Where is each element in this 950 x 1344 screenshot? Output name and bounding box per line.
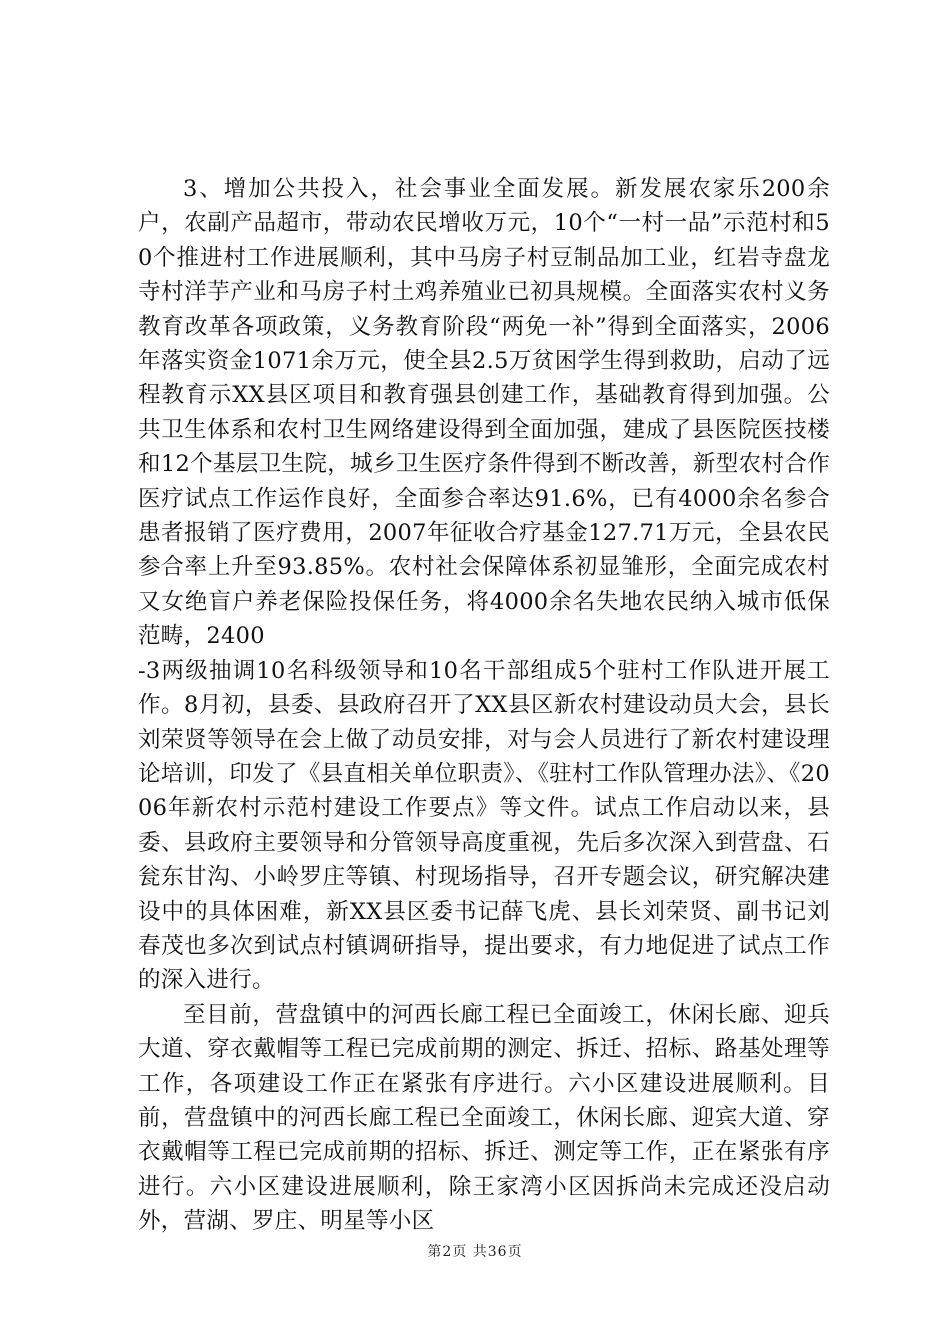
paragraph-work-team: -3两级抽调10名科级领导和10名干部组成5个驻村工作队进开展工作。8月初，县委、县政府召开了XX县区新农村建设动员大会，县长刘荣贤等领导在会上做了动员安排，对与会人员进行了新农村建设理论培训，印发了《县直相关单位职责》、《驻村工作队管理办法》、《2006年新农村示范村建设工作要点》等文件。试点工作启动以来，县委、县政府主要领导和分管领导高度重视，先后多次深入到营盘、石瓮东甘沟、小岭罗庄等镇、村现场指导，召开专题会议，研究解决建设中的具体困难，新XX县区委书记薛飞虎、县长刘荣贤、副书记刘春茂也多次到试点村镇调研指导，提出要求，有力地促进了试点工作的深入进行。 [138, 657, 830, 994]
document-body [138, 172, 830, 1239]
page-number-footer: 第2页 共36页 [427, 1244, 523, 1260]
paragraph-construction-progress: 至目前，营盘镇中的河西长廊工程已全面竣工，休闲长廊、迎兵大道、穿衣戴帽等工程已完成前期的测定、拆迁、招标、路基处理等工作，各项建设工作正在紧张有序进行。六小区建设进展顺利。目前，营盘镇中的河西长廊工程已全面竣工，休闲长廊、迎宾大道、穿衣戴帽等工程已完成前期的招标、拆迁、测定等工作，正在紧张有序进行。六小区建设进展顺利，除王家湾小区因拆尚未完成还没启动外，营湖、罗庄、明星等小区 [138, 1001, 830, 1235]
paragraph-social-development: 3、增加公共投入，社会事业全面发展。新发展农家乐200余户，农副产品超市，带动农民增收万元，10个“一村一品”示范村和50个推进村工作进展顺利，其中马房子村豆制品加工业，红岩寺盘龙寺村洋芋产业和马房子村土鸡养殖业已初具规模。全面落实农村义务教育改革各项政策，义务教育阶段“两免一补”得到全面落实，2006年落实资金1071余万元，使全县2.5万贫困学生得到救助，启动了远程教育示XX县区项目和教育强县创建工作，基础教育得到加强。公共卫生体系和农村卫生网络建设得到全面加强，建成了县医院医技楼和12个基层卫生院，城乡卫生医疗条件得到不断改善，新型农村合作医疗试点工作运作良好，全面参合率达91.6%，已有4000余名参合患者报销了医疗费用，2007年征收合疗基金127.71万元，全县农民参合率上升至93.85%。农村社会保障体系初显雏形，全面完成农村又女绝盲户养老保险投保任务，将4000余名失地农民纳入城市低保范畴，2400 [138, 176, 830, 650]
